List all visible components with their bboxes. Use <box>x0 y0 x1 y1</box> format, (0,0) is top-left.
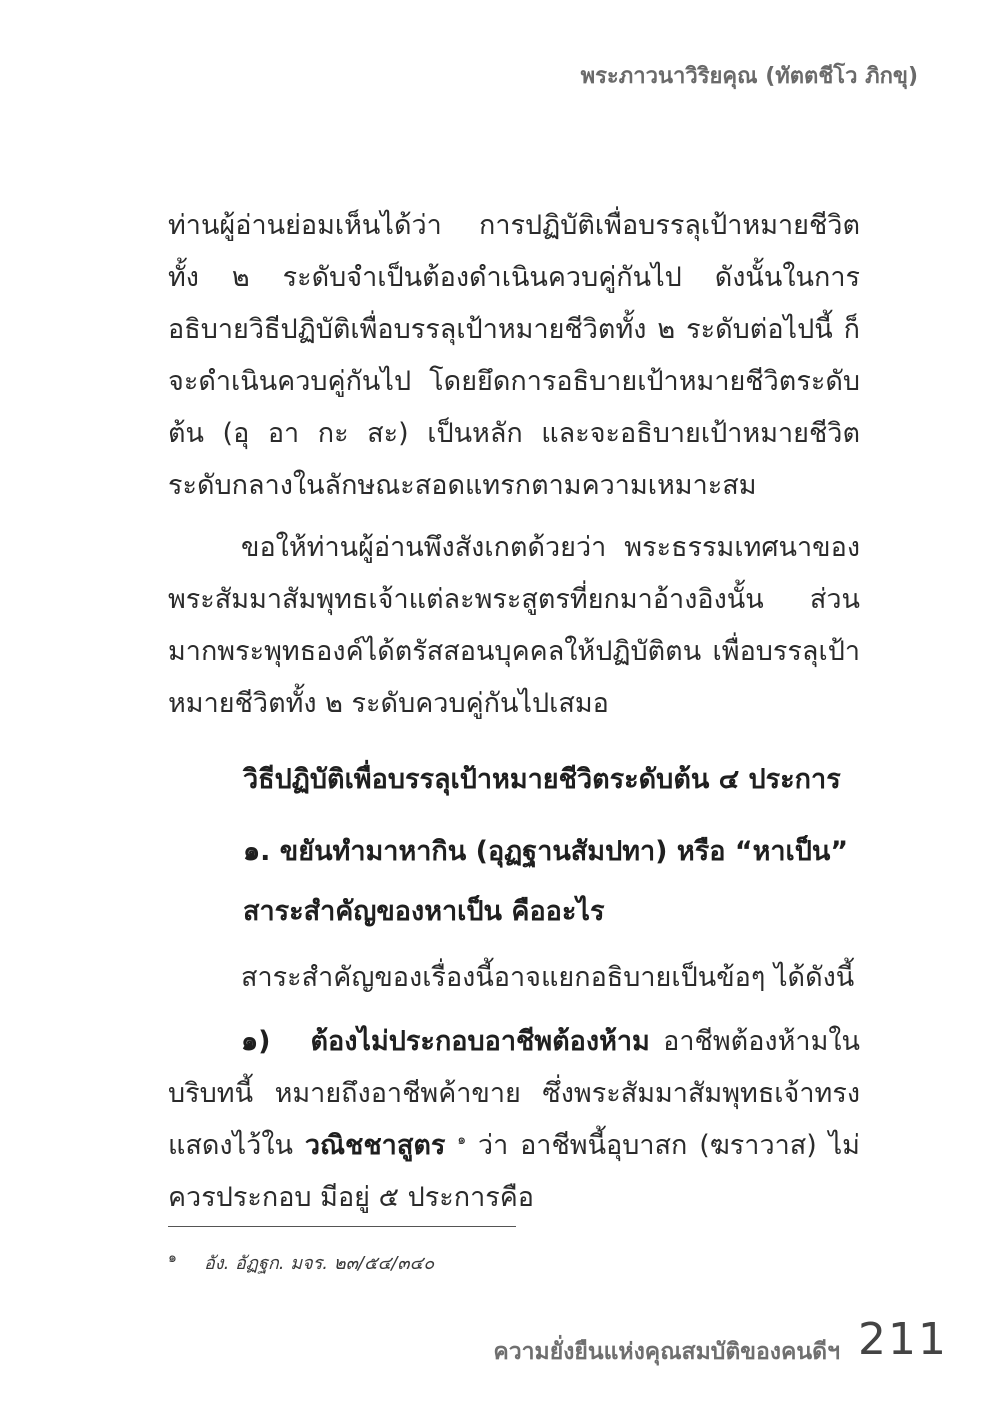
item-lead: ต้องไม่ประกอบอาชีพต้องห้าม <box>310 1026 650 1057</box>
paragraph-text: ท่านผู้อ่านย่อมเห็นได้ว่า การปฏิบัติเพื่อบรรลุเป้าหมายชีวิตทั้ง ๒ ระดับจำเป็นต้องดำเนินควบคู่กันไป ดังนั้นในการอธิบายวิธีปฏิบัติเพื่อบรรลุเป้าหมายชีวิตทั้ง ๒ ระดับต่อไปนี้ ก็จะดำเนินควบคู่กันไป โดยยึดการอธิบายเป้าหมายชีวิตระดับต้น (อุ อา กะ สะ) เป็นหลัก และจะอธิบายเป้าหมายชีวิตระดับกลางในลักษณะสอดแทรกตามความเหมาะสม <box>168 210 860 501</box>
footnote-divider <box>168 1226 516 1227</box>
footer-book-title: ความยั่งยืนแห่งคุณสมบัติของคนดีฯ <box>493 1339 840 1365</box>
item-text-b: ว่า อาชีพนี้อุบาสก (ฆราวาส) ไม่ควรประกอบ มีอยู่ ๕ ประการคือ <box>168 1130 860 1213</box>
paragraph-text: สาระสำคัญของเรื่องนี้อาจแยกอธิบายเป็นข้อๆ ได้ดังนี้ <box>241 962 855 993</box>
item-text-a: อาชีพต้องห้ามในบริบทนี้ หมายถึงอาชีพค้าขาย ซึ่งพระสัมมาสัมพุทธเจ้าทรงแสดงไว้ใน <box>168 1026 861 1161</box>
running-header: พระภาวนาวิริยคุณ (ทัตตชีโว ภิกขุ) <box>580 64 918 89</box>
sutta-name: วณิชชาสูตร <box>304 1130 446 1161</box>
paragraph-text <box>168 1016 860 1224</box>
footnote-ref[interactable]: ๑ <box>457 1132 467 1148</box>
item-number: ๑) <box>241 1026 271 1057</box>
paragraph-intro <box>168 200 860 512</box>
paragraph-note <box>168 522 860 730</box>
footnote: $^๑$ อัง. อัฏฐก. มจร. ๒๓/๕๔/๓๔๐ <box>168 1250 435 1274</box>
section-heading: วิธีปฏิบัติเพื่อบรรลุเป้าหมายชีวิตระดับต้น ๔ ประการ <box>243 764 841 795</box>
paragraph-summary <box>168 952 860 1004</box>
page-number: 211 <box>858 1314 948 1365</box>
subsection-heading: ๑. ขยันทำมาหากิน (อุฏฐานสัมปทา) หรือ “หาเป็น” <box>243 836 849 867</box>
footnote-text: อัง. อัฏฐก. มจร. ๒๓/๕๔/๓๔๐ <box>204 1253 435 1274</box>
paragraph-text: ขอให้ท่านผู้อ่านพึงสังเกตด้วยว่า พระธรรมเทศนาของพระสัมมาสัมพุทธเจ้าแต่ละพระสูตรที่ยกมาอ้างอิงนั้น ส่วนมากพระพุทธองค์ได้ตรัสสอนบุคคลให้ปฏิบัติตน เพื่อบรรลุเป้าหมายชีวิตทั้ง ๒ ระดับควบคู่กันไปเสมอ <box>168 532 860 719</box>
paragraph-item-1 <box>168 1016 860 1224</box>
topic-heading: สาระสำคัญของหาเป็น คืออะไร <box>243 896 605 927</box>
